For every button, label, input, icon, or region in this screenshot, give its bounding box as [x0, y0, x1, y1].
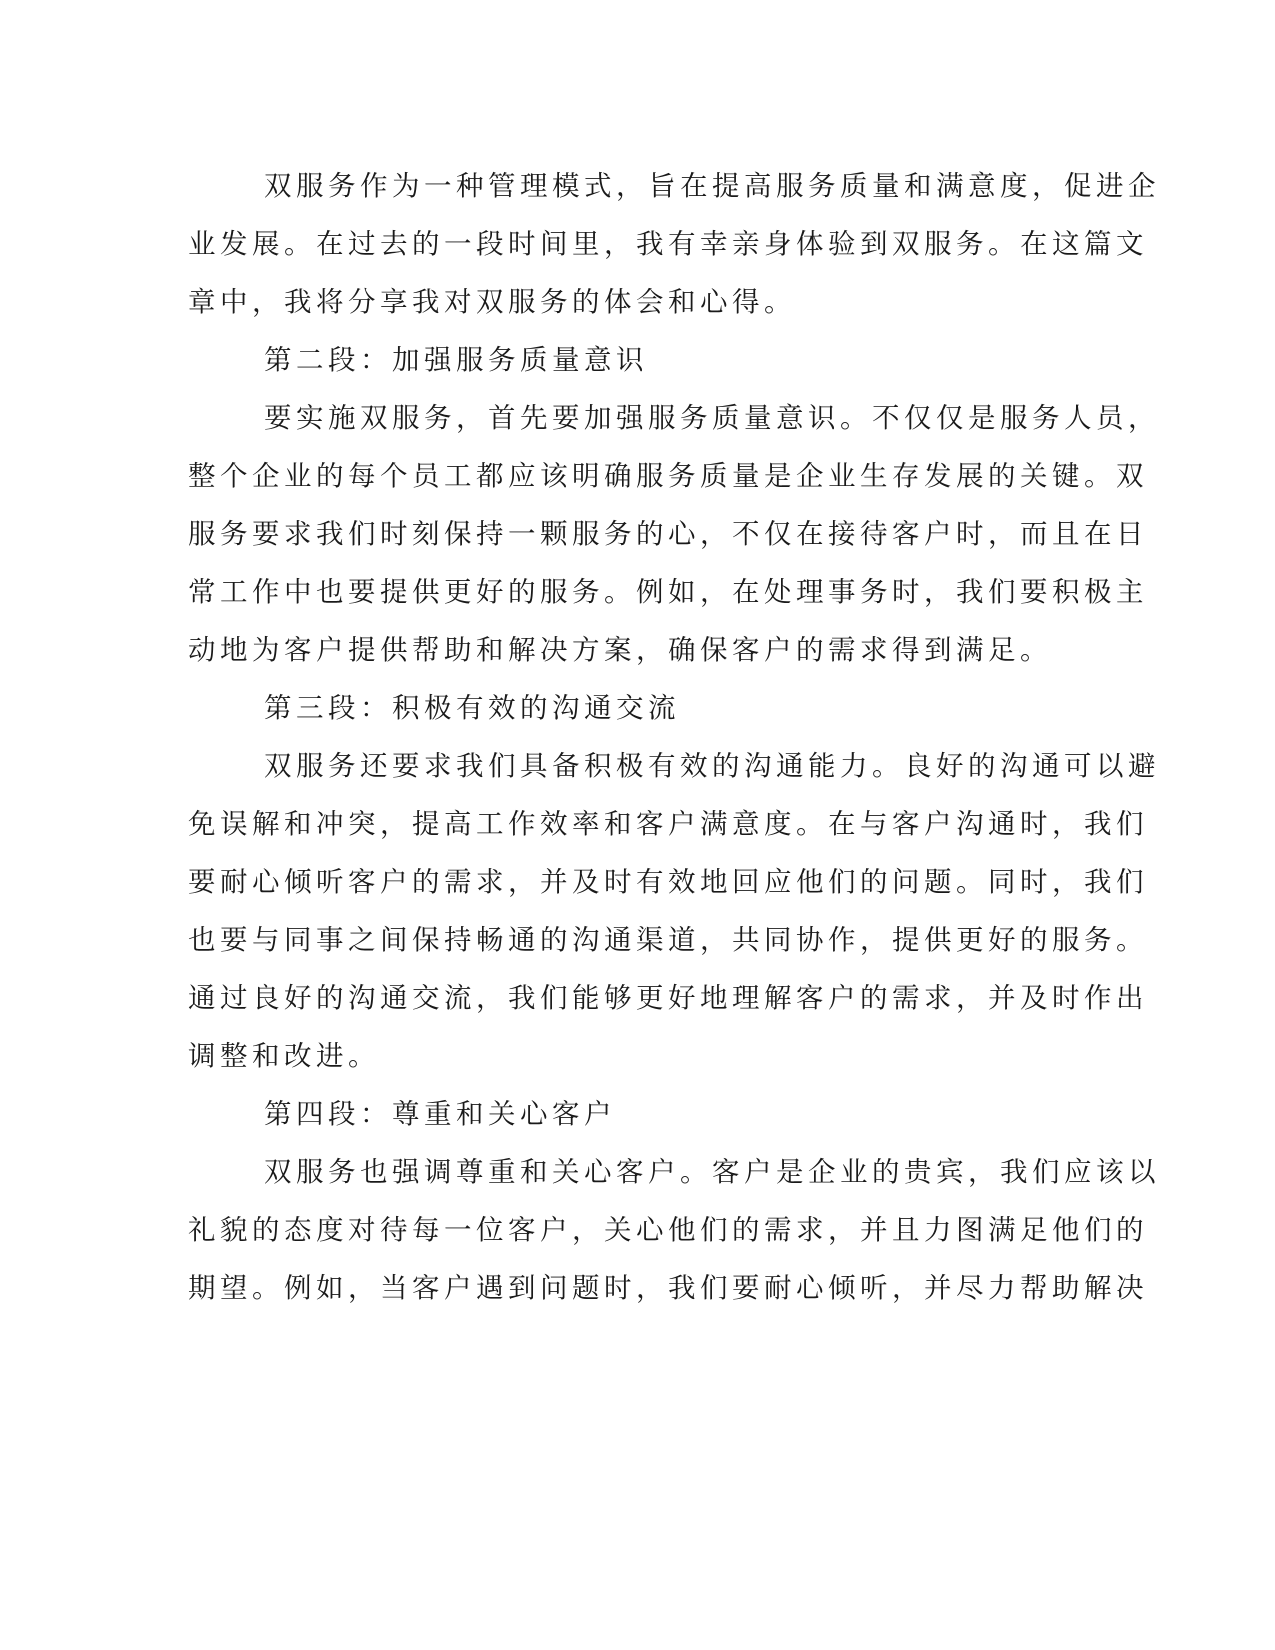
text-line: 双服务还要求我们具备积极有效的沟通能力。良好的沟通可以避: [264, 750, 1160, 782]
text-line: 常工作中也要提供更好的服务。例如，在处理事务时，我们要积极主: [188, 576, 1148, 608]
text-line: 要耐心倾听客户的需求，并及时有效地回应他们的问题。同时，我们: [188, 866, 1148, 898]
section-heading: 第四段：尊重和关心客户: [264, 1098, 616, 1130]
text-line: 服务要求我们时刻保持一颗服务的心，不仅在接待客户时，而且在日: [188, 518, 1148, 550]
text-line: 也要与同事之间保持畅通的沟通渠道，共同协作，提供更好的服务。: [188, 924, 1148, 956]
text-line: 要实施双服务，首先要加强服务质量意识。不仅仅是服务人员，: [264, 402, 1160, 434]
text-line: 期望。例如，当客户遇到问题时，我们要耐心倾听，并尽力帮助解决: [188, 1272, 1148, 1304]
text-line: 调整和改进。: [188, 1040, 380, 1072]
text-line: 免误解和冲突，提高工作效率和客户满意度。在与客户沟通时，我们: [188, 808, 1148, 840]
text-line: 双服务作为一种管理模式，旨在提高服务质量和满意度，促进企: [264, 170, 1160, 202]
section-heading: 第三段：积极有效的沟通交流: [264, 692, 680, 724]
text-line: 双服务也强调尊重和关心客户。客户是企业的贵宾，我们应该以: [264, 1156, 1160, 1188]
text-line: 整个企业的每个员工都应该明确服务质量是企业生存发展的关键。双: [188, 460, 1148, 492]
text-line: 通过良好的沟通交流，我们能够更好地理解客户的需求，并及时作出: [188, 982, 1148, 1014]
text-line: 礼貌的态度对待每一位客户，关心他们的需求，并且力图满足他们的: [188, 1214, 1148, 1246]
text-line: 动地为客户提供帮助和解决方案，确保客户的需求得到满足。: [188, 634, 1052, 666]
document-body: [188, 157, 1160, 1317]
section-heading: 第二段：加强服务质量意识: [264, 344, 648, 376]
text-line: 业发展。在过去的一段时间里，我有幸亲身体验到双服务。在这篇文: [188, 228, 1148, 260]
text-line: 章中，我将分享我对双服务的体会和心得。: [188, 286, 796, 318]
